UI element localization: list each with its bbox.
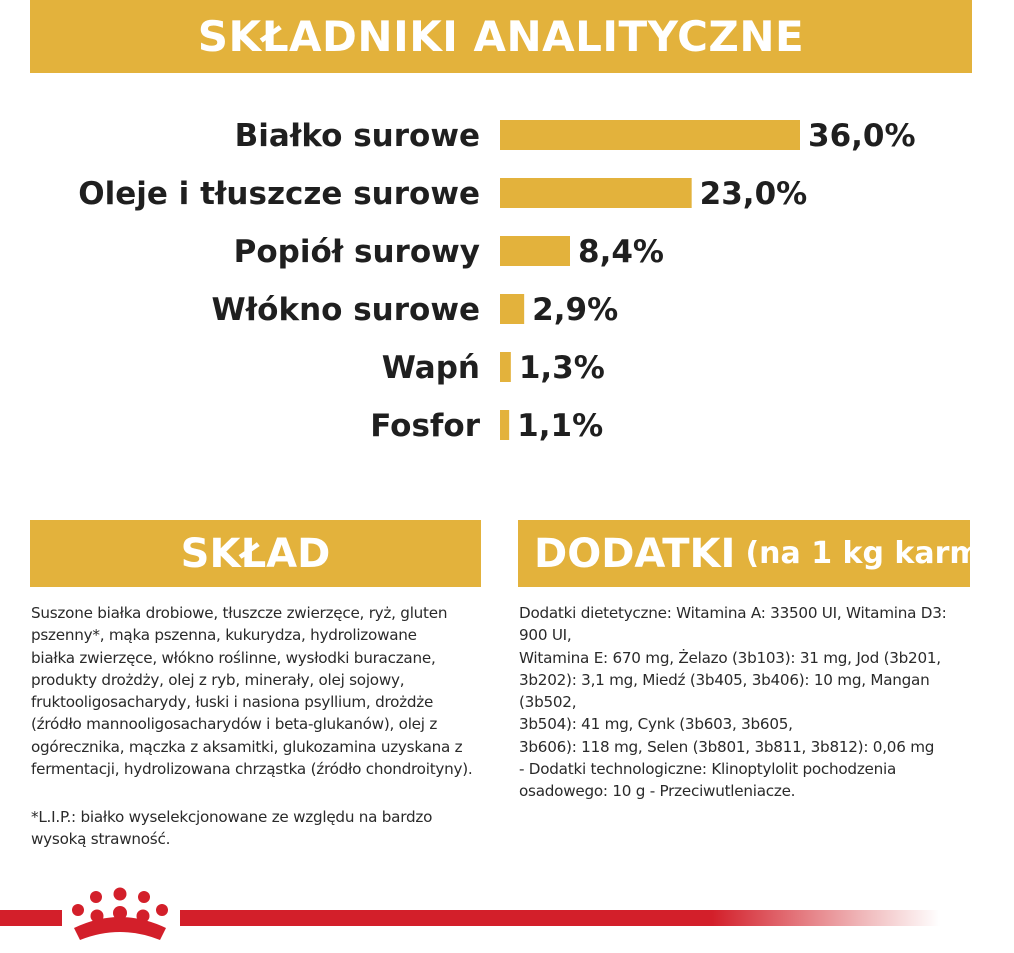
bar	[500, 178, 692, 208]
bar-value-label: 8,4%	[578, 234, 664, 270]
dodatki-subtitle: (na 1 kg karmy)	[745, 536, 1014, 571]
sklad-header	[30, 520, 481, 587]
bar-category-label: Włókno surowe	[211, 292, 480, 328]
brand-footer	[0, 888, 979, 948]
bar-category-label: Popiół surowy	[233, 234, 480, 270]
analytics-header	[30, 0, 972, 73]
bar	[500, 410, 509, 440]
dodatki-header	[518, 520, 1014, 587]
footer-stripe-left	[0, 910, 62, 926]
analytics-title: SKŁADNIKI ANALITYCZNE	[197, 12, 805, 61]
bar-category-label: Wapń	[381, 350, 480, 386]
bar-value-label: 23,0%	[699, 176, 808, 212]
dodatki-title: DODATKI	[534, 530, 736, 577]
bar-value-label: 2,9%	[532, 292, 619, 328]
bar-category-label: Fosfor	[370, 408, 480, 444]
royal-canin-crown-icon	[66, 888, 174, 946]
sklad-title: SKŁAD	[180, 530, 331, 577]
bar	[500, 120, 800, 150]
bar	[500, 294, 524, 324]
bar-value-label: 1,1%	[517, 408, 604, 444]
bar-category-label: Białko surowe	[234, 118, 480, 154]
sklad-ingredients-text: Suszone białka drobiowe, tłuszcze zwierzęce, ryż, gluten pszenny*, mąka pszenna, kukurydza, hydrolizowane białka zwierzęce, włókno roślinne, wysłodki buraczane, produkty drożdży, olej z ryb, minerały, olej sojowy, fruktooligosacharydy, łuski i nasiona psyllium, drożdże (źródło mannooligosacharydów i beta-glukanów), olej z ogórecznika, mączka z aksamitki, glukozamina uzyskana z fermentacji, hydrolizowana chrząstka (źródło chondroityny).	[31, 604, 473, 779]
lip-footnote: *L.I.P.: białko wyselekcjonowane ze względu na bardzo wysoką strawność.	[31, 808, 433, 849]
bar-value-label: 1,3%	[518, 350, 605, 386]
bar	[500, 352, 511, 382]
analytics-bar-chart	[0, 95, 979, 460]
bar	[500, 236, 570, 266]
bar-value-label: 36,0%	[808, 118, 916, 154]
dodatki-additives-text: Dodatki dietetyczne: Witamina A: 33500 UI, Witamina D3: 900 UI, Witamina E: 670 mg, Żelazo (3b103): 31 mg, Jod (3b201, 3b202): 3,1 mg, Miedź (3b405, 3b406): 10 mg, Mangan (3b502, 3b504): 41 mg, Cynk (3b603, 3b605, 3b606): 118 mg, Selen (3b801, 3b811, 3b812): 0,06 mg - Dodatki technologiczne: Klinoptylolit pochodzenia osadowego: 10 g - Przeciwutleniacze.	[519, 604, 947, 801]
footer-stripe-right	[180, 910, 940, 926]
bar-category-label: Oleje i tłuszcze surowe	[78, 176, 480, 212]
